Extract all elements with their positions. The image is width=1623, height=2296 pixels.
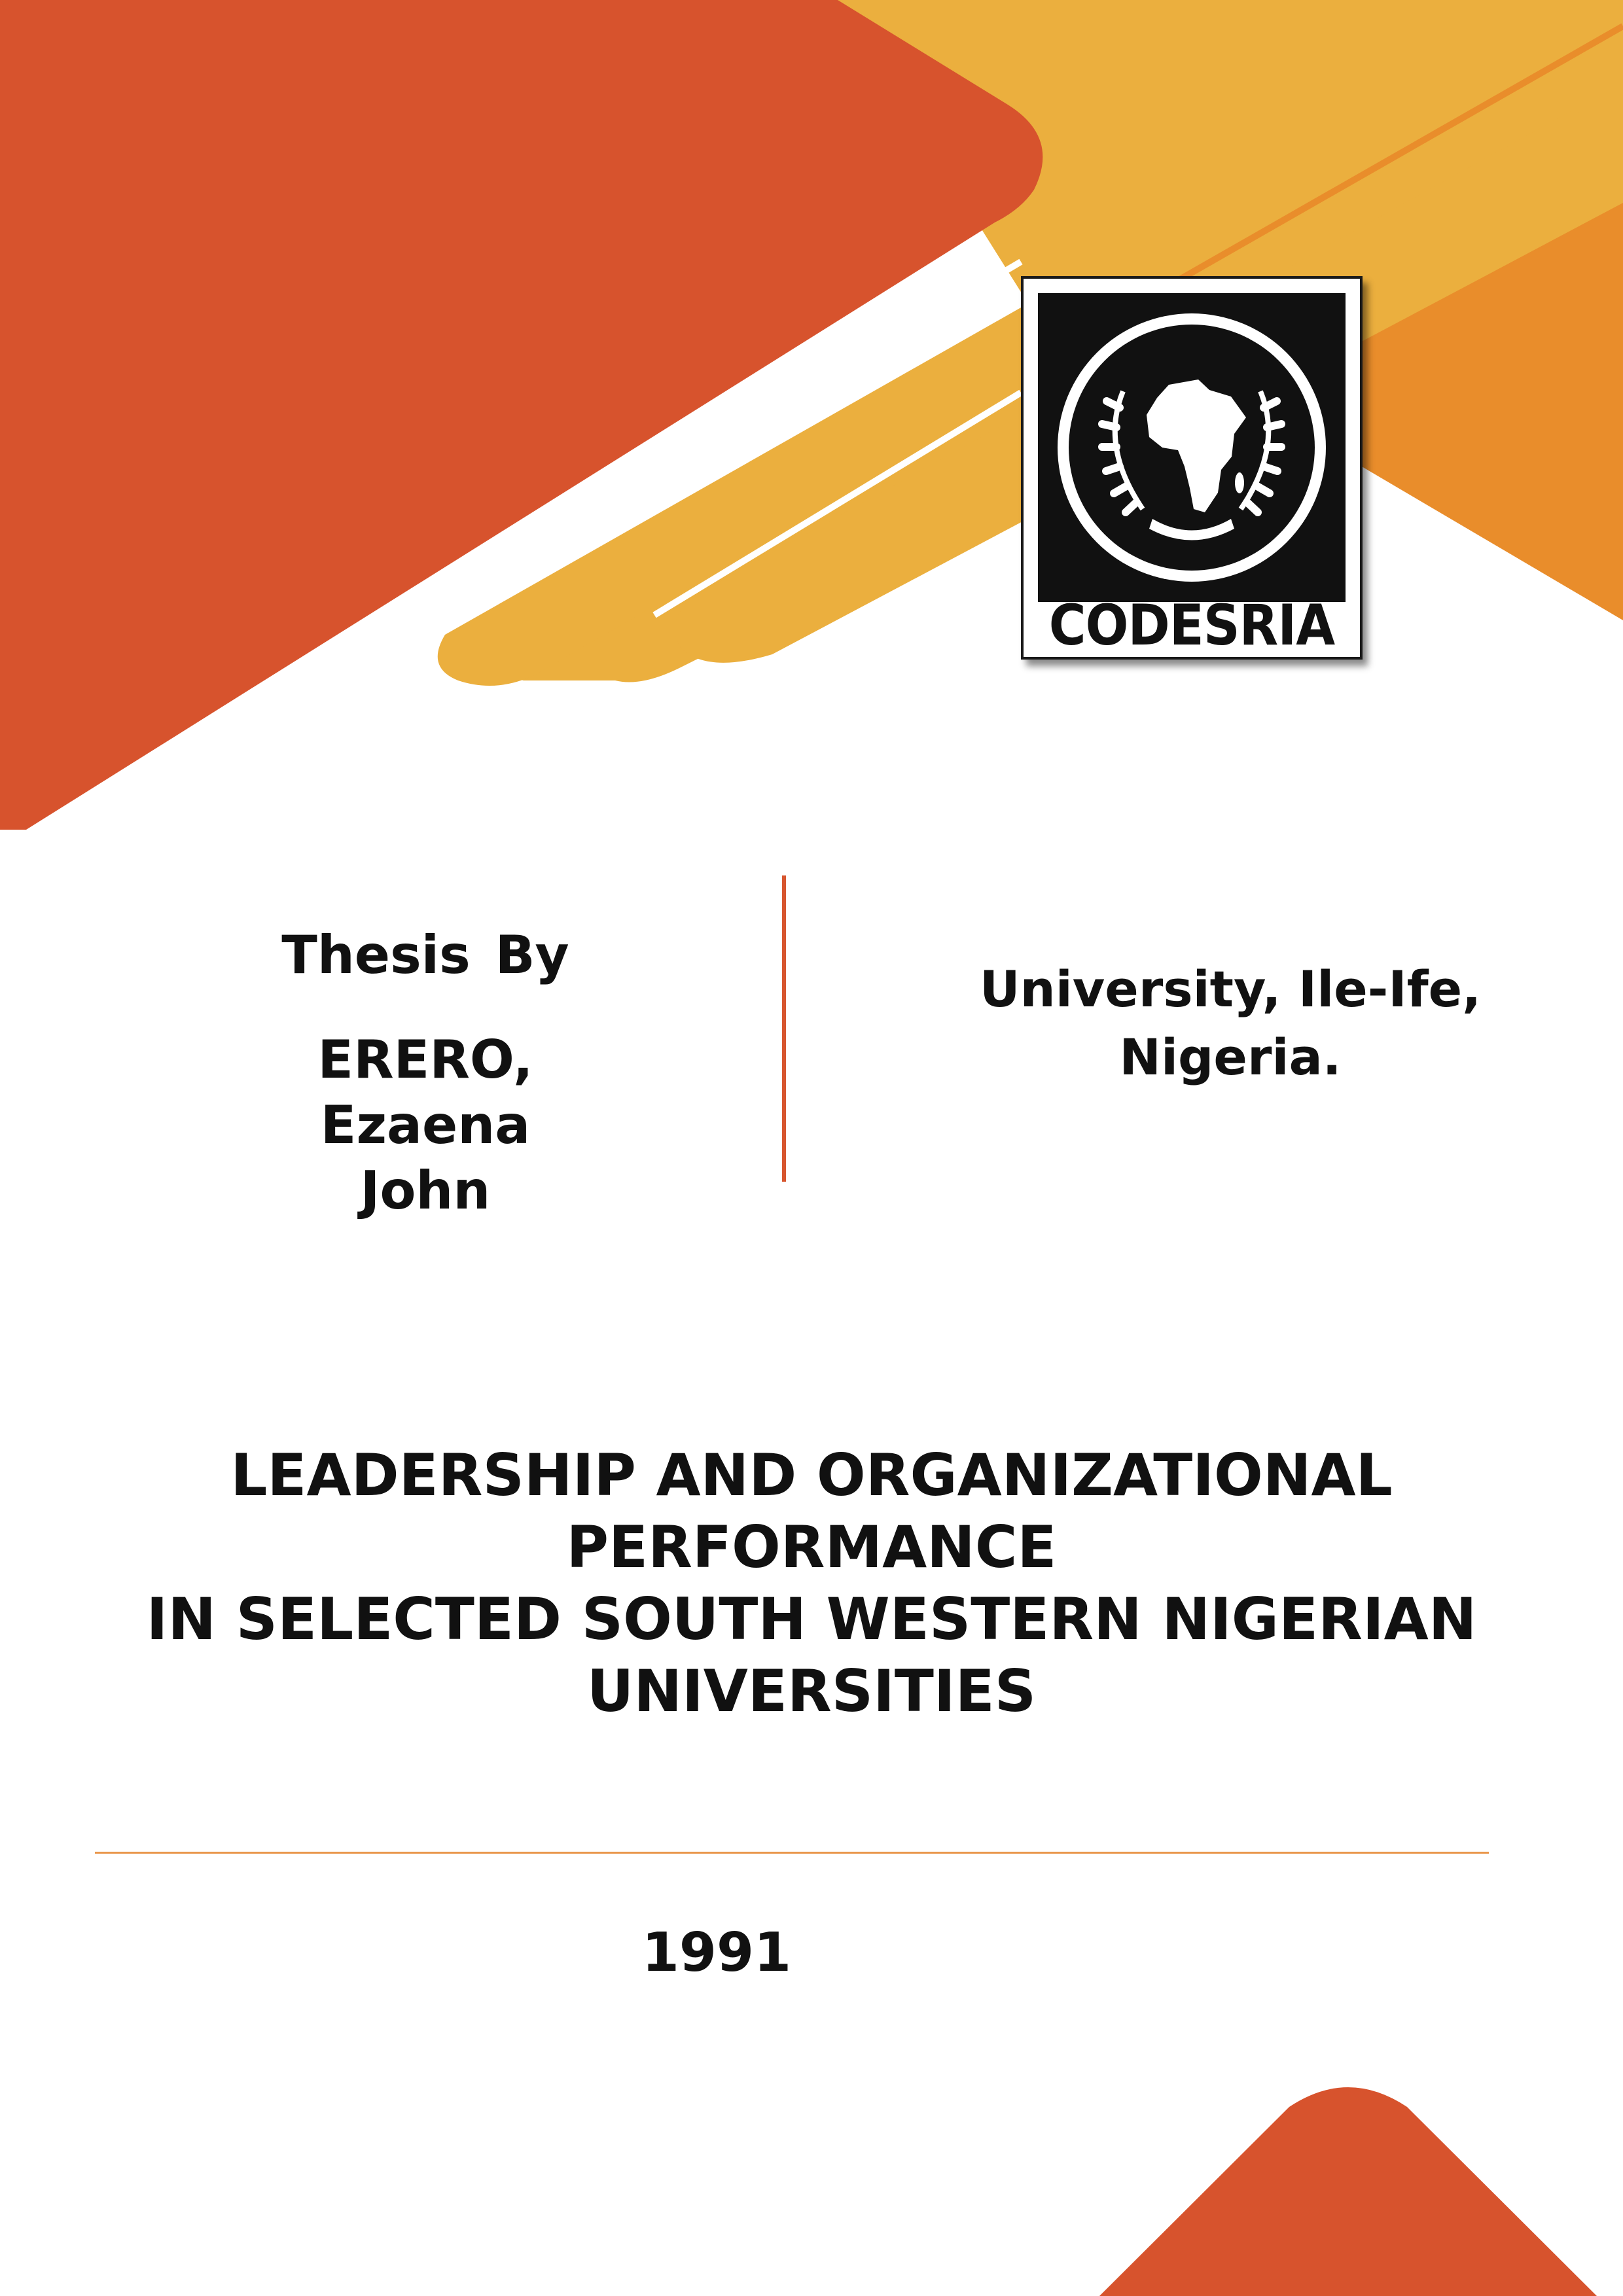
thesis-by-label: Thesis By (281, 925, 569, 985)
africa-laurel-emblem-icon (1038, 293, 1346, 602)
publication-year: 1991 (641, 1922, 792, 1984)
bottom-triangle-shape (1099, 2087, 1597, 2296)
author-line: John (360, 1160, 491, 1221)
author-name (196, 1027, 654, 1224)
horizontal-divider (95, 1852, 1489, 1854)
title-line: PERFORMANCE (566, 1513, 1057, 1581)
author-line: Ezaena (320, 1095, 531, 1156)
title-line: UNIVERSITIES (586, 1657, 1037, 1725)
codesria-logo (1021, 276, 1363, 660)
logo-text: CODESRIA (1048, 593, 1335, 658)
title-line: LEADERSHIP AND ORGANIZATIONAL (230, 1441, 1393, 1509)
university-line: University, Ile-Ife, (979, 960, 1482, 1018)
logo-emblem-background (1038, 293, 1346, 602)
author-line: ERERO, (317, 1029, 533, 1090)
title-line: IN SELECTED SOUTH WESTERN NIGERIAN (146, 1585, 1477, 1653)
university-line: Nigeria. (1119, 1028, 1342, 1086)
thesis-title (65, 1439, 1558, 1727)
university-name (903, 955, 1558, 1091)
vertical-divider (782, 875, 786, 1182)
